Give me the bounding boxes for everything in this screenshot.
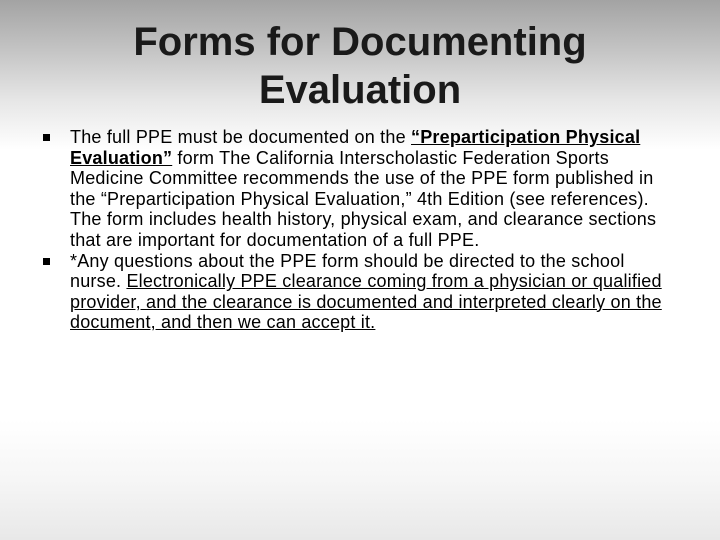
bullet-list [40,127,675,333]
bullet-item-questions [40,251,675,333]
bullet-1-intro: The full PPE must be documented on the [70,127,411,147]
bullet-2-intro: *Any questions about the PPE form should be directed to the school nurse. [70,250,625,292]
square-bullet-icon [43,258,50,265]
title-line-1: Forms for Documenting [133,20,587,64]
bullet-1-form-name: “Preparticipation Physical Evaluation” [70,127,641,168]
slide-title [40,18,680,114]
title-line-2: Evaluation [258,68,462,112]
bullet-item-ppe-form [40,127,675,251]
bullet-1-rest: form The California Interscholastic Federation Sports Medicine Committee recommends the use of the PPE form published in the “Preparticipation Physical Evaluation,” 4th Edition (see references). The form includes health history, physical exam, and clearance sections that are important for documentation of a full PPE. [70,147,657,250]
bullet-2-underlined: Electronically PPE clearance coming from a physician or qualified provider, and the clearance is documented and interpreted clearly on the document, and then we can accept it. [70,271,662,333]
square-bullet-icon [43,134,50,141]
